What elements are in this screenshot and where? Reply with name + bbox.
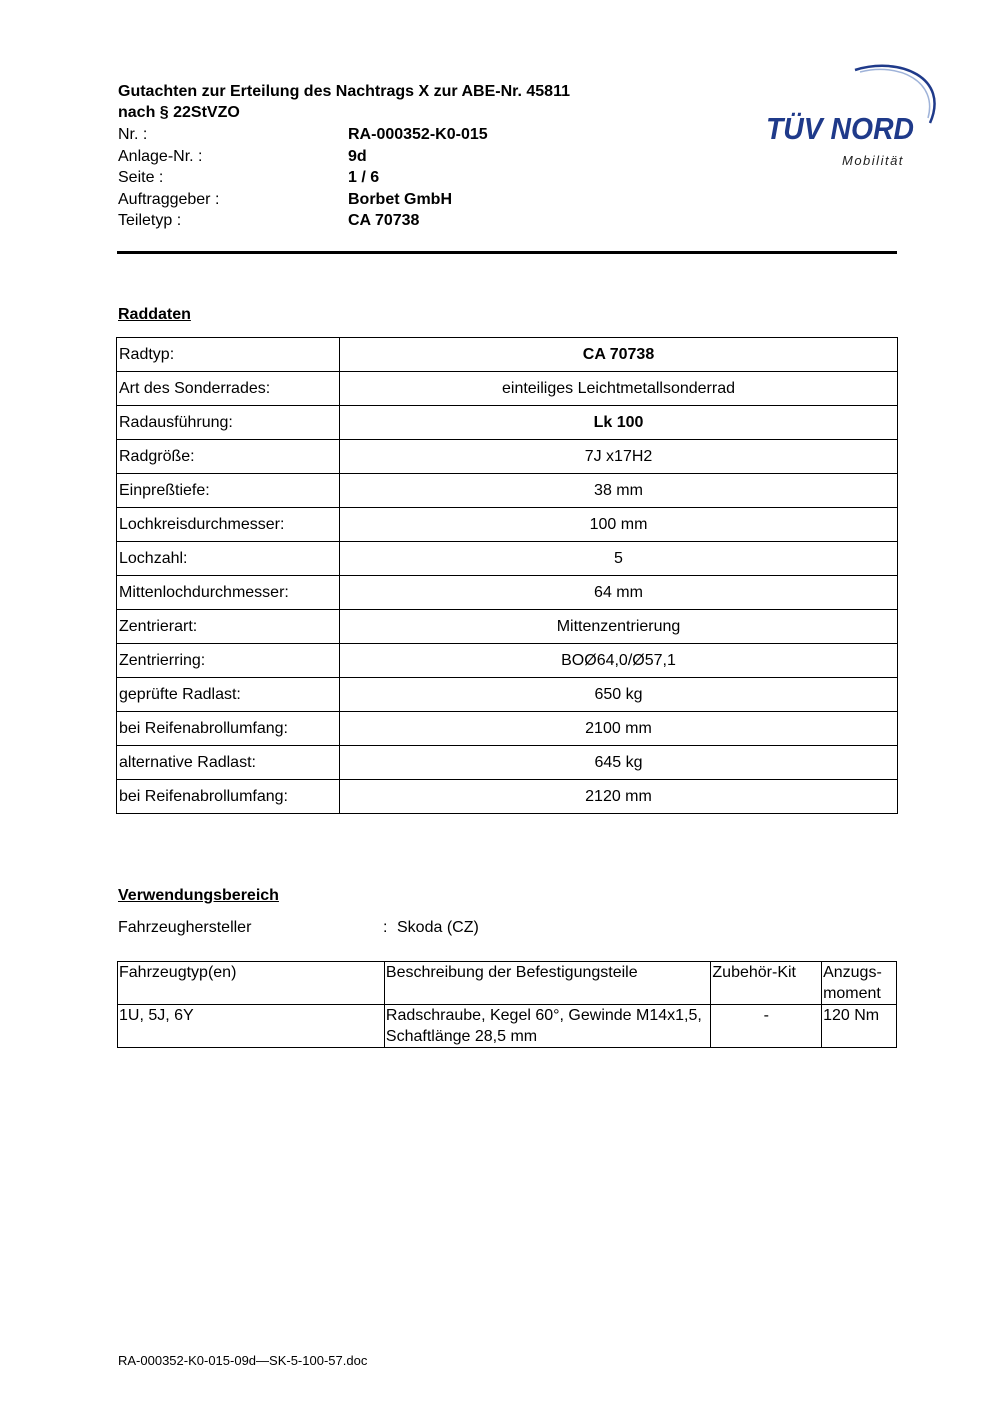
table-row [117, 576, 898, 610]
header-fastening-description: Beschreibung der Befestigungsteile [384, 962, 711, 1005]
row-value: 38 mm [340, 474, 898, 508]
table-row [117, 474, 898, 508]
table-row [117, 780, 898, 814]
field-value: 9d [348, 147, 367, 165]
row-label: Zentrierring: [117, 644, 340, 678]
field-label: Auftraggeber : [118, 190, 220, 208]
row-value: einteiliges Leichtmetallsonderrad [340, 372, 898, 406]
row-label: Einpreßtiefe: [117, 474, 340, 508]
field-attachment [118, 146, 488, 168]
field-label: Teiletyp : [118, 212, 182, 230]
svg-text:TÜV NORD: TÜV NORD [766, 111, 914, 146]
description-cell: Radschraube, Kegel 60°, Gewinde M14x1,5, Schaftlänge 28,5 mm [384, 1005, 711, 1048]
field-number [118, 124, 488, 146]
row-label: Zentrierart: [117, 610, 340, 644]
row-label: bei Reifenabrollumfang: [117, 780, 340, 814]
field-value: Borbet GmbH [348, 190, 452, 208]
header-vehicle-types: Fahrzeugtyp(en) [118, 962, 385, 1005]
verwendung-heading: Verwendungsbereich [118, 887, 279, 904]
wheel-data-table [116, 337, 898, 814]
field-label: Nr. : [118, 126, 148, 143]
field-label: Anlage-Nr. : [118, 147, 203, 165]
table-row [117, 406, 898, 440]
document-title: Gutachten zur Erteilung des Nachtrags X zur ABE-Nr. 45811 nach § 22StVZO [118, 83, 570, 121]
row-label: alternative Radlast: [117, 746, 340, 780]
row-value: 650 kg [340, 678, 898, 712]
table-row [117, 712, 898, 746]
table-row [118, 1005, 897, 1048]
torque-cell: 120 Nm [822, 1005, 897, 1048]
row-label: Radtyp: [117, 338, 340, 372]
row-label: Lochzahl: [117, 542, 340, 576]
row-label: Art des Sonderrades: [117, 372, 340, 406]
manufacturer-label: Fahrzeughersteller [118, 919, 252, 936]
field-label: Seite : [118, 169, 164, 187]
row-label: bei Reifenabrollumfang: [117, 712, 340, 746]
header-fields [118, 124, 488, 232]
tuv-nord-logo [760, 58, 940, 173]
table-row [117, 440, 898, 474]
header-accessory-kit: Zubehör-Kit [711, 962, 822, 1005]
row-value: BOØ64,0/Ø57,1 [340, 644, 898, 678]
row-label: Mittenlochdurchmesser: [117, 576, 340, 610]
row-value: Mittenzentrierung [340, 610, 898, 644]
row-label: Lochkreisdurchmesser: [117, 508, 340, 542]
manufacturer-value: Skoda (CZ) [397, 919, 479, 936]
table-row [117, 610, 898, 644]
row-value: CA 70738 [340, 338, 898, 372]
row-label: Radgröße: [117, 440, 340, 474]
svg-text:Mobilität: Mobilität [842, 153, 904, 168]
footer-filename: RA-000352-K0-015-09d—SK-5-100-57.doc [118, 1353, 368, 1368]
row-value: 5 [340, 542, 898, 576]
table-row [117, 644, 898, 678]
usage-header-row [118, 962, 897, 1005]
usage-table [117, 961, 897, 1048]
field-part-type [118, 210, 488, 232]
table-row [117, 338, 898, 372]
kit-cell: - [711, 1005, 822, 1048]
row-label: Radausführung: [117, 406, 340, 440]
row-value: 2120 mm [340, 780, 898, 814]
table-row [117, 372, 898, 406]
row-label: geprüfte Radlast: [117, 678, 340, 712]
row-value: 64 mm [340, 576, 898, 610]
manufacturer-separator: : [383, 919, 388, 936]
field-page [118, 167, 488, 189]
header-torque: Anzugs-moment [822, 962, 897, 1005]
table-row [117, 542, 898, 576]
row-value: Lk 100 [340, 406, 898, 440]
table-row [117, 678, 898, 712]
field-value: CA 70738 [348, 212, 420, 230]
table-row [117, 746, 898, 780]
row-value: 7J x17H2 [340, 440, 898, 474]
row-value: 100 mm [340, 508, 898, 542]
field-value: 1 / 6 [348, 169, 380, 187]
table-row [117, 508, 898, 542]
field-value: RA-000352-K0-015 [348, 126, 488, 143]
row-value: 2100 mm [340, 712, 898, 746]
header-divider [117, 251, 897, 254]
raddaten-heading: Raddaten [118, 306, 191, 323]
vehicle-types-cell: 1U, 5J, 6Y [118, 1005, 385, 1048]
field-client [118, 189, 488, 211]
manufacturer-line [118, 919, 479, 937]
row-value: 645 kg [340, 746, 898, 780]
